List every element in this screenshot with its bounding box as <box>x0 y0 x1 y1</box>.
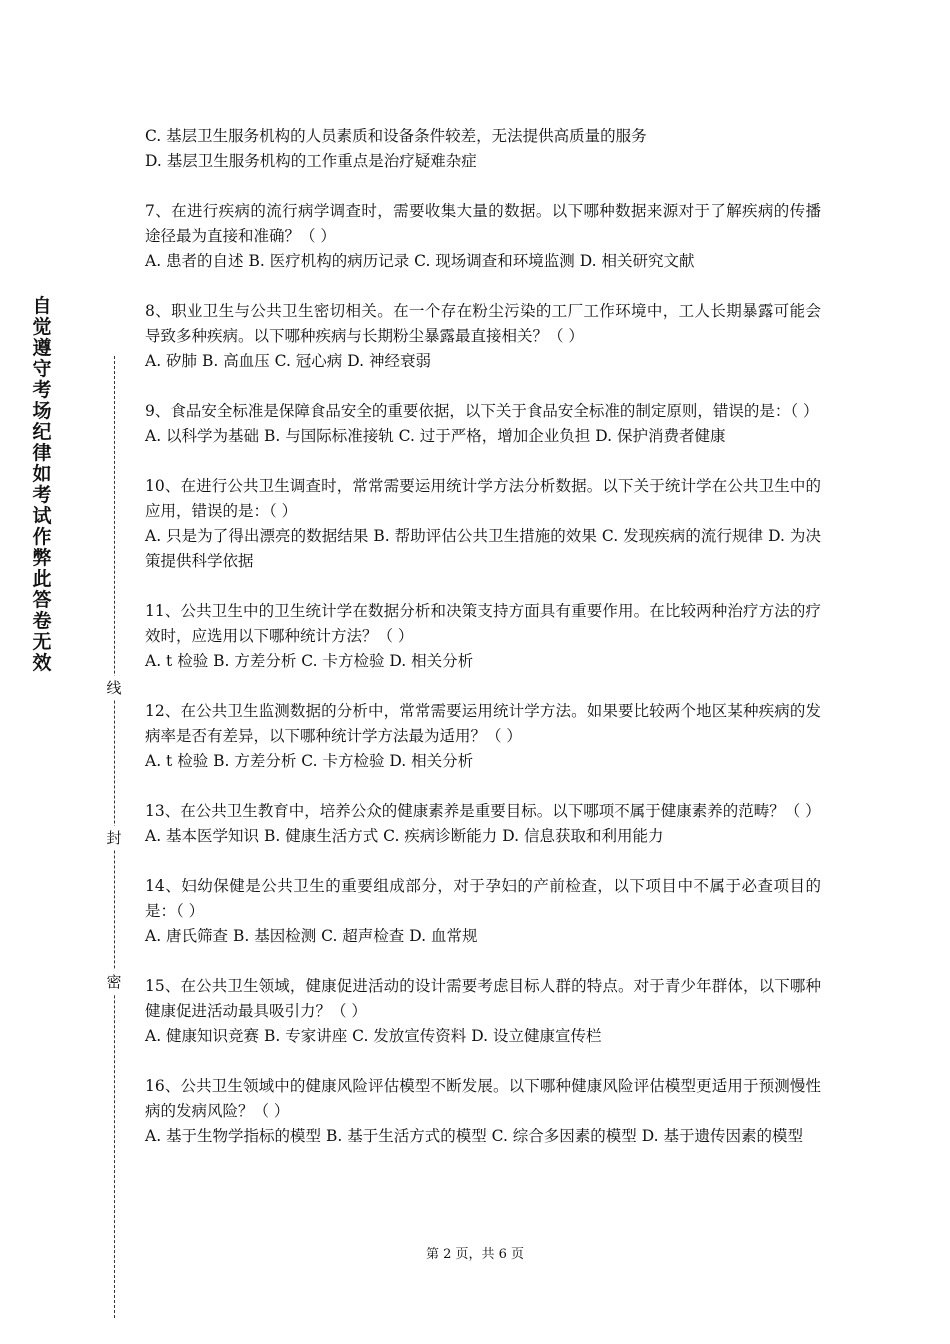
question-options: A. t 检验 B. 方差分析 C. 卡方检验 D. 相关分析 <box>145 752 474 770</box>
binding-mark-feng: 封 <box>104 826 124 850</box>
question-options: A. 只是为了得出漂亮的数据结果 B. 帮助评估公共卫生措施的效果 C. 发现疾病的流行规律 D. 为决策提供科学依据 <box>145 527 821 570</box>
question-stem: 9、食品安全标准是保障食品安全的重要依据，以下关于食品安全标准的制定原则，错误的是：（ ） <box>145 402 819 420</box>
question-options: A. 基本医学知识 B. 健康生活方式 C. 疾病诊断能力 D. 信息获取和利用能力 <box>145 827 664 845</box>
carryover-options <box>145 124 821 174</box>
question-10 <box>145 474 821 574</box>
question-options: A. 基于生物学指标的模型 B. 基于生活方式的模型 C. 综合多因素的模型 D. 基于遗传因素的模型 <box>145 1127 803 1145</box>
question-8 <box>145 299 821 374</box>
question-list <box>145 124 821 1174</box>
binding-mark-mi: 密 <box>104 970 124 994</box>
question-stem: 7、在进行疾病的流行病学调查时，需要收集大量的数据。以下哪种数据来源对于了解疾病的传播途径最为直接和准确？（ ） <box>145 202 821 245</box>
binding-mark-xian: 线 <box>104 676 124 700</box>
question-options: A. 健康知识竞赛 B. 专家讲座 C. 发放宣传资料 D. 设立健康宣传栏 <box>145 1027 602 1045</box>
question-stem: 14、妇幼保健是公共卫生的重要组成部分，对于孕妇的产前检查，以下项目中不属于必查项目的是：（ ） <box>145 877 821 920</box>
page-number-footer: 第 2 页，共 6 页 <box>425 1247 525 1262</box>
question-13 <box>145 799 821 849</box>
question-stem: 10、在进行公共卫生调查时，常常需要运用统计学方法分析数据。以下关于统计学在公共卫生中的应用，错误的是：（ ） <box>145 477 821 520</box>
question-options: A. t 检验 B. 方差分析 C. 卡方检验 D. 相关分析 <box>145 652 474 670</box>
question-stem: 12、在公共卫生监测数据的分析中，常常需要运用统计学方法。如果要比较两个地区某种疾病的发病率是否有差异，以下哪种统计学方法最为适用？（ ） <box>145 702 821 745</box>
question-9 <box>145 399 821 449</box>
question-stem: 15、在公共卫生领域，健康促进活动的设计需要考虑目标人群的特点。对于青少年群体，以下哪种健康促进活动最具吸引力？（ ） <box>145 977 821 1020</box>
option-line: D. 基层卫生服务机构的工作重点是治疗疑难杂症 <box>145 152 477 170</box>
question-stem: 11、公共卫生中的卫生统计学在数据分析和决策支持方面具有重要作用。在比较两种治疗方法的疗效时，应选用以下哪种统计方法？（ ） <box>145 602 821 645</box>
question-options: A. 唐氏筛查 B. 基因检测 C. 超声检查 D. 血常规 <box>145 927 478 945</box>
question-7 <box>145 199 821 274</box>
exam-discipline-notice: 自觉遵守考场纪律如考试作弊此答卷无效 <box>32 295 52 674</box>
question-options: A. 矽肺 B. 高血压 C. 冠心病 D. 神经衰弱 <box>145 352 431 370</box>
question-15 <box>145 974 821 1049</box>
question-stem: 16、公共卫生领域中的健康风险评估模型不断发展。以下哪种健康风险评估模型更适用于预测慢性病的发病风险？（ ） <box>145 1077 821 1120</box>
question-14 <box>145 874 821 949</box>
question-stem: 13、在公共卫生教育中，培养公众的健康素养是重要目标。以下哪项不属于健康素养的范畴？（ ） <box>145 802 821 820</box>
option-line: C. 基层卫生服务机构的人员素质和设备条件较差，无法提供高质量的服务 <box>145 127 647 145</box>
question-options: A. 患者的自述 B. 医疗机构的病历记录 C. 现场调查和环境监测 D. 相关研究文献 <box>145 252 695 270</box>
question-11 <box>145 599 821 674</box>
question-16 <box>145 1074 821 1149</box>
question-options: A. 以科学为基础 B. 与国际标准接轨 C. 过于严格，增加企业负担 D. 保护消费者健康 <box>145 427 726 445</box>
question-12 <box>145 699 821 774</box>
question-stem: 8、职业卫生与公共卫生密切相关。在一个存在粉尘污染的工厂工作环境中，工人长期暴露可能会导致多种疾病。以下哪种疾病与长期粉尘暴露最直接相关？（ ） <box>145 302 821 345</box>
